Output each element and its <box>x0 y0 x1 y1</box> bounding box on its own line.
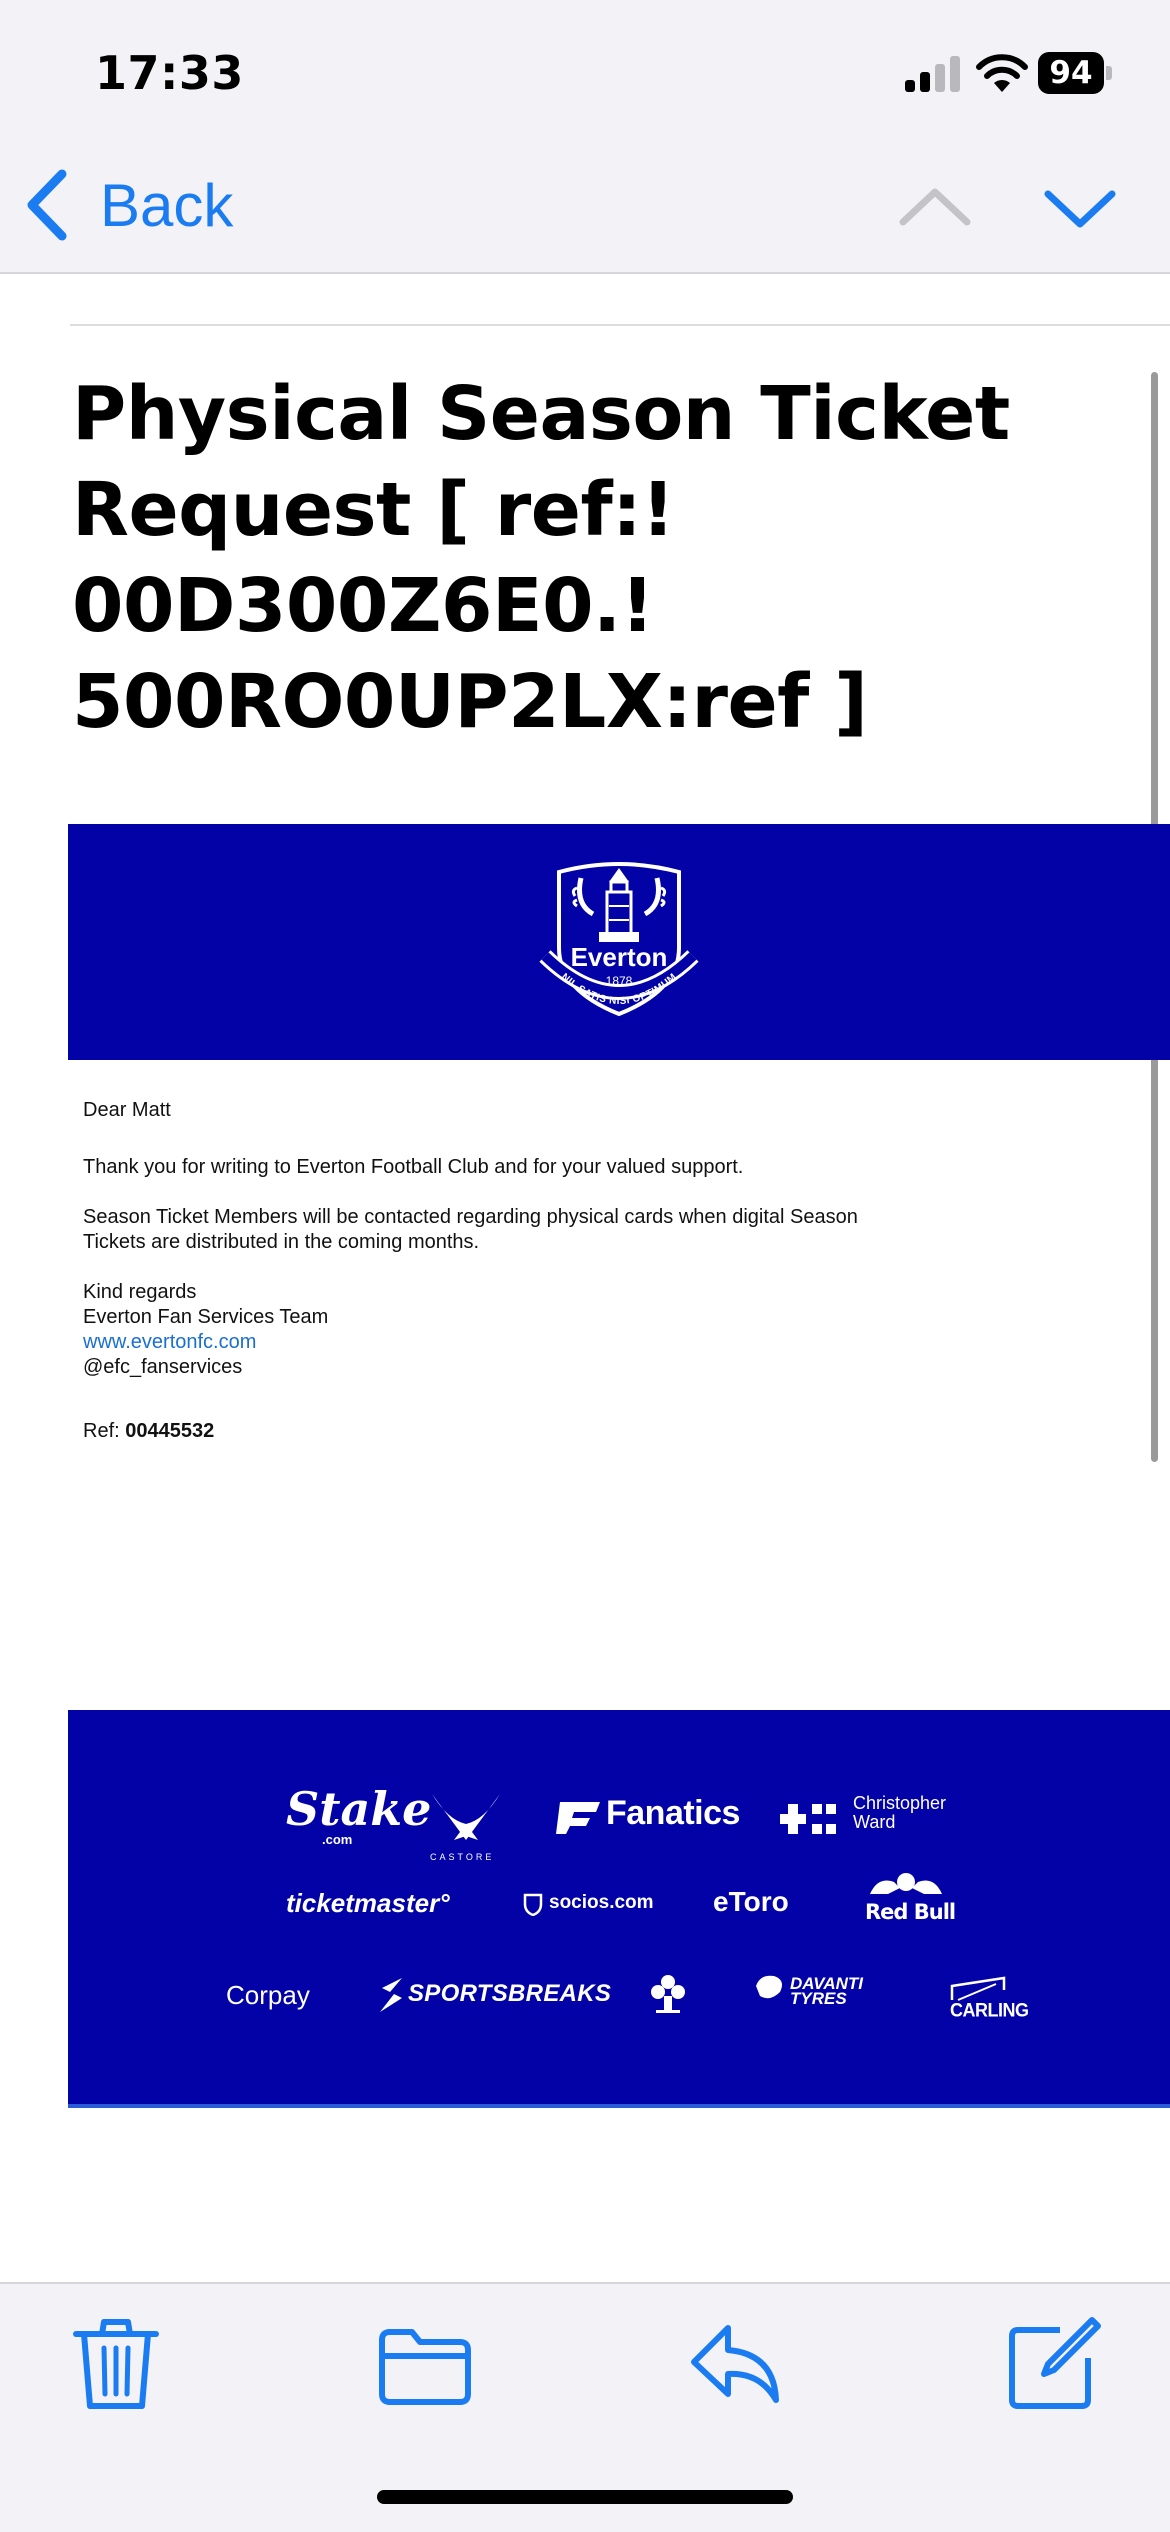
socios-shield-icon <box>523 1892 543 1916</box>
everton-crest-icon <box>531 852 707 1034</box>
crest-founded: 1878 <box>605 974 633 988</box>
status-time: 17:33 <box>95 46 244 100</box>
stake-logo: Stake <box>286 1782 432 1836</box>
home-indicator[interactable] <box>377 2490 793 2504</box>
back-button[interactable] <box>22 160 233 250</box>
ticketmaster-logo: ticketmaster° <box>286 1888 450 1918</box>
compose-icon[interactable] <box>1004 2314 1104 2414</box>
email-greeting: Dear Matt <box>83 1099 171 1121</box>
everton-header-banner <box>68 824 1170 1060</box>
chevron-left-icon <box>22 168 72 242</box>
navigation-bar <box>0 140 1170 274</box>
ref-number: 00445532 <box>125 1420 215 1442</box>
reference-line <box>83 1420 214 1443</box>
cellular-signal-icon <box>905 56 961 92</box>
folder-icon[interactable] <box>374 2314 474 2414</box>
castore-logo: CASTORE <box>430 1852 495 1862</box>
status-bar <box>0 0 1170 140</box>
carling-logo: CARLING <box>950 1998 1029 2021</box>
crest-club-name: Everton <box>570 942 668 972</box>
davanti-tyre-icon <box>754 1972 786 2002</box>
back-label: Back <box>100 171 234 239</box>
socios-logo: socios.com <box>549 1892 654 1913</box>
marc-darcy-emblem-icon <box>646 1972 690 2016</box>
christopher-ward-icon <box>780 1800 844 1838</box>
email-content[interactable] <box>0 276 1170 2280</box>
social-handle: @efc_fanservices <box>83 1356 243 1378</box>
website-link[interactable]: www.evertonfc.com <box>83 1331 257 1353</box>
corpay-logo: Corpay <box>226 1980 310 2010</box>
email-paragraph-2-line-1: Season Ticket Members will be contacted regarding physical cards when digital Season <box>83 1206 858 1228</box>
reply-icon[interactable] <box>688 2314 788 2414</box>
battery-icon <box>1038 52 1112 94</box>
davanti-tyres-logo: DAVANTI TYRES <box>790 1974 864 2008</box>
email-paragraph-2-line-2: Tickets are distributed in the coming months. <box>83 1231 480 1253</box>
castore-wings-icon <box>428 1790 504 1848</box>
sportsbreaks-logo: SPORTSBREAKS <box>408 1980 612 2007</box>
red-bull-logo: Red Bull <box>865 1900 956 1924</box>
wifi-icon <box>975 52 1029 94</box>
email-signoff: Kind regards <box>83 1281 197 1303</box>
stake-logo-sub: .com <box>322 1832 353 1847</box>
sportsbreaks-bolt-icon <box>378 1978 404 2012</box>
trash-icon[interactable] <box>66 2314 166 2414</box>
fanatics-flag-icon <box>556 1798 602 1834</box>
chevron-down-icon[interactable] <box>1040 178 1120 238</box>
red-bull-icon <box>868 1868 944 1900</box>
email-subject: Physical Season Ticket Request [ ref:! 00D300Z6E0.! 500RO0UP2LX:ref ] <box>72 371 1010 745</box>
divider <box>70 324 1170 326</box>
ref-label: Ref: <box>83 1420 120 1442</box>
email-team-name: Everton Fan Services Team <box>83 1306 329 1328</box>
christopher-ward-logo: Christopher Ward <box>853 1793 947 1832</box>
crest-motto: NIL SATIS NISI OPTIMUM <box>558 971 680 1008</box>
email-paragraph-1: Thank you for writing to Everton Football Club and for your valued support. <box>83 1156 744 1178</box>
chevron-up-icon[interactable] <box>895 178 975 238</box>
battery-level: 94 <box>1038 52 1104 94</box>
etoro-logo: eToro <box>713 1886 789 1917</box>
fanatics-logo: Fanatics <box>606 1794 740 1832</box>
sponsor-footer-banner <box>68 1710 1170 2108</box>
